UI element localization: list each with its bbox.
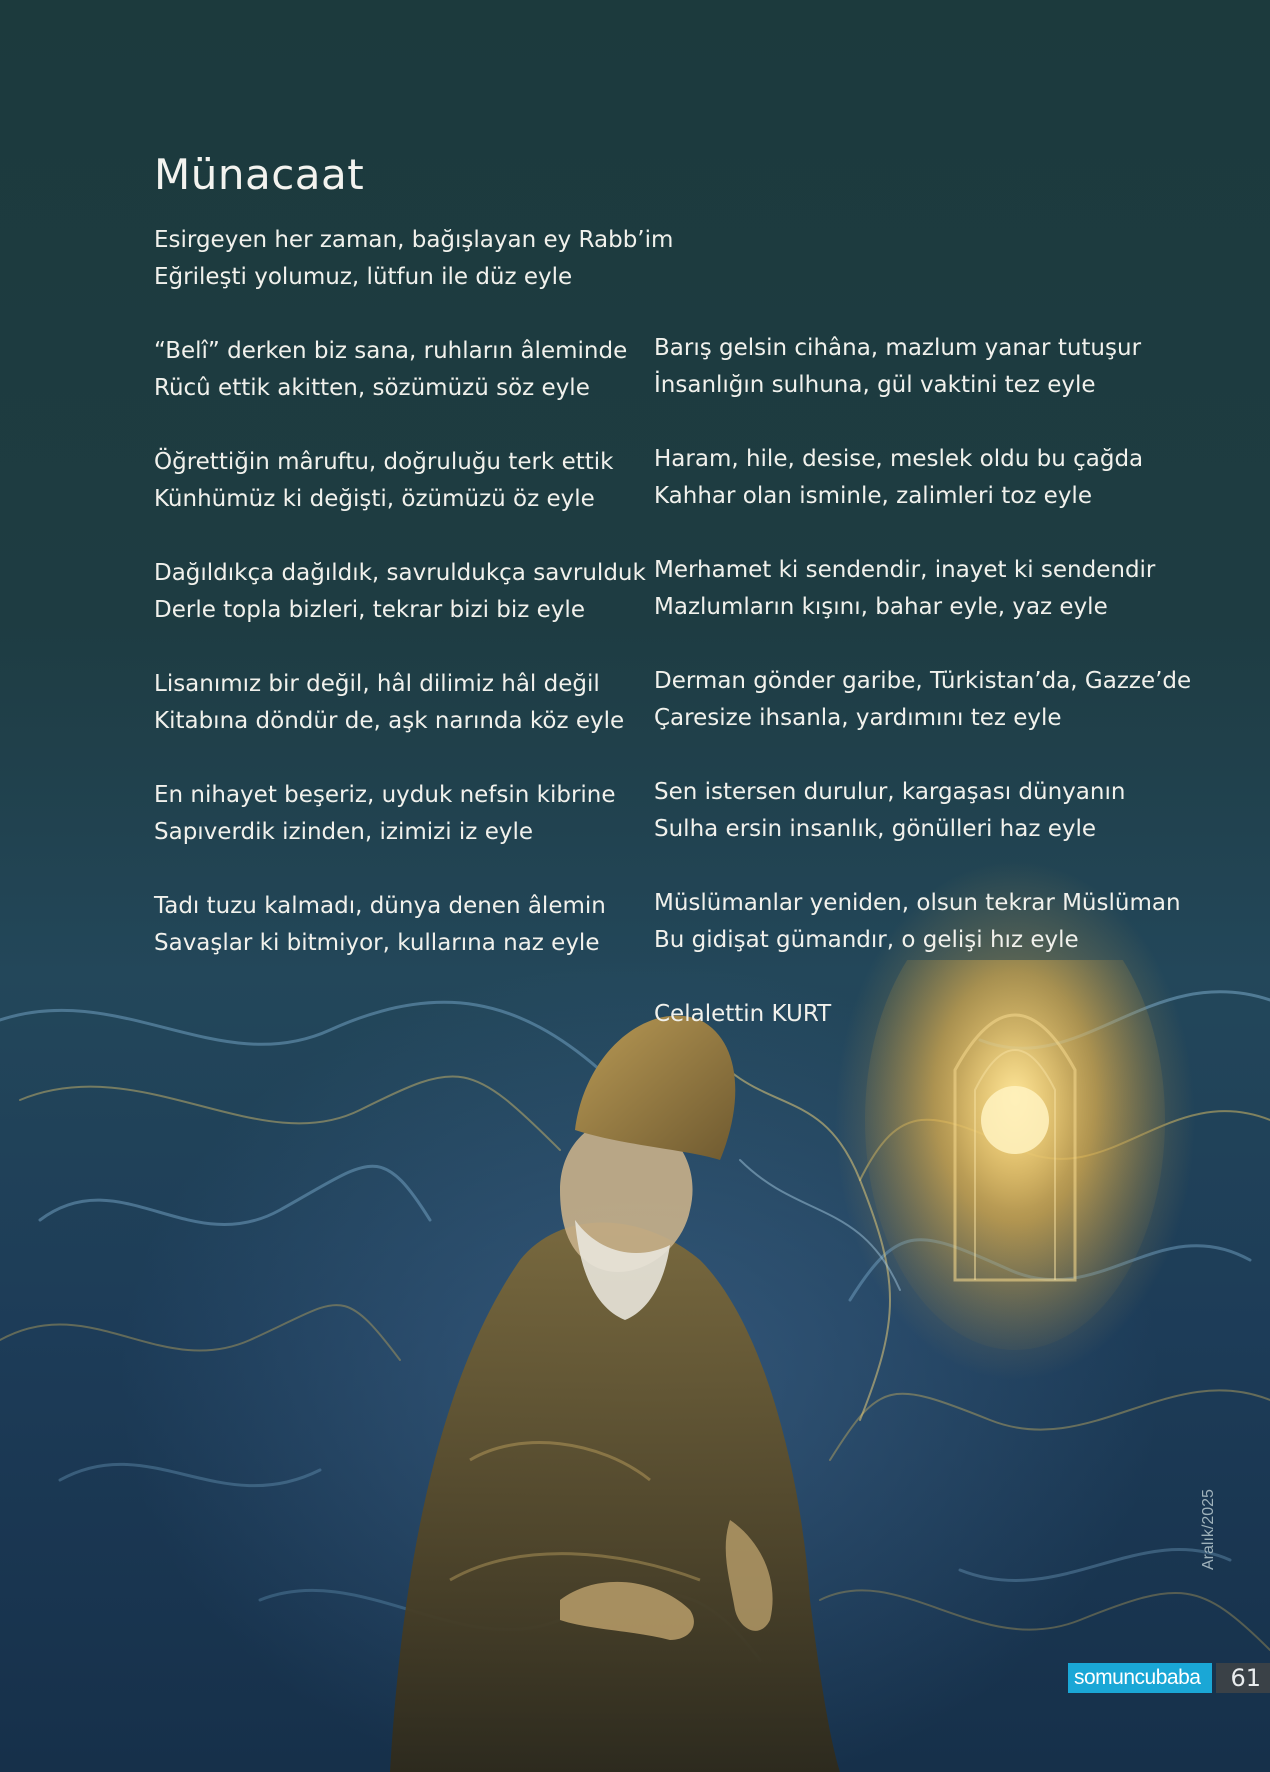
verse-line: “Belî” derken biz sana, ruhların âleminde: [154, 338, 628, 364]
stanza: [154, 333, 674, 407]
verse-line: Derman gönder garibe, Türkistan’da, Gazze’de: [654, 668, 1192, 694]
verse-line: Rücû ettik akitten, sözümüzü söz eyle: [154, 375, 590, 401]
verse-line: Merhamet ki sendendir, inayet ki sendendir: [654, 557, 1156, 583]
verse-line: Künhümüz ki değişti, özümüzü öz eyle: [154, 486, 595, 512]
verse-line: Müslümanlar yeniden, olsun tekrar Müslüman: [654, 890, 1181, 916]
verse-line: Tadı tuzu kalmadı, dünya denen âlemin: [154, 893, 606, 919]
verse-line: Savaşlar ki bitmiyor, kullarına naz eyle: [154, 930, 600, 956]
stanza: [654, 663, 1214, 737]
verse-line: Haram, hile, desise, meslek oldu bu çağda: [654, 446, 1144, 472]
poem-column-left: [154, 222, 674, 999]
verse-line: Lisanımız bir değil, hâl dilimiz hâl değil: [154, 671, 600, 697]
illustration-praying-dervish: [0, 960, 1270, 1772]
stanza: [654, 552, 1214, 626]
lamp-light: [981, 1086, 1049, 1154]
verse-line: En nihayet beşeriz, uyduk nefsin kibrine: [154, 782, 616, 808]
stanza: [654, 885, 1214, 959]
poem-author: Celalettin KURT: [654, 1001, 832, 1027]
stanza: [154, 555, 674, 629]
verse-line: Esirgeyen her zaman, bağışlayan ey Rabb’im: [154, 227, 674, 253]
stanza: [154, 888, 674, 962]
issue-date: Aralık/2025: [1200, 1489, 1217, 1570]
stanza: [154, 444, 674, 518]
verse-line: Kahhar olan isminle, zalimleri toz eyle: [654, 483, 1092, 509]
dervish-figure: [390, 1016, 840, 1772]
verse-line: Sapıverdik izinden, izimizi iz eyle: [154, 819, 533, 845]
page-number: 61: [1216, 1663, 1270, 1693]
page-footer: [1068, 1663, 1270, 1693]
verse-line: Derle topla bizleri, tekrar bizi biz eyle: [154, 597, 585, 623]
verse-line: Öğrettiğin mâruftu, doğruluğu terk ettik: [154, 449, 614, 475]
verse-line: Kitabına döndür de, aşk narında köz eyle: [154, 708, 625, 734]
verse-line: Dağıldıkça dağıldık, savruldukça savrulduk: [154, 560, 646, 586]
magazine-brand: somuncubaba: [1068, 1663, 1212, 1693]
verse-line: Sen istersen durulur, kargaşası dünyanın: [654, 779, 1126, 805]
verse-line: Çaresize ihsanla, yardımını tez eyle: [654, 705, 1062, 731]
stanza: [154, 777, 674, 851]
verse-line: Eğrileşti yolumuz, lütfun ile düz eyle: [154, 264, 573, 290]
poem-title: Münacaat: [154, 150, 365, 199]
stanza: [654, 330, 1214, 404]
poem-column-right: [654, 330, 1214, 1033]
verse-line: İnsanlığın sulhuna, gül vaktini tez eyle: [654, 372, 1096, 398]
stanza: [654, 774, 1214, 848]
verse-line: Sulha ersin insanlık, gönülleri haz eyle: [654, 816, 1097, 842]
stanza: [154, 666, 674, 740]
verse-line: Barış gelsin cihâna, mazlum yanar tutuşur: [654, 335, 1142, 361]
verse-line: Mazlumların kışını, bahar eyle, yaz eyle: [654, 594, 1108, 620]
stanza: [154, 222, 674, 296]
verse-line: Bu gidişat gümandır, o gelişi hız eyle: [654, 927, 1079, 953]
stanza: [654, 441, 1214, 515]
